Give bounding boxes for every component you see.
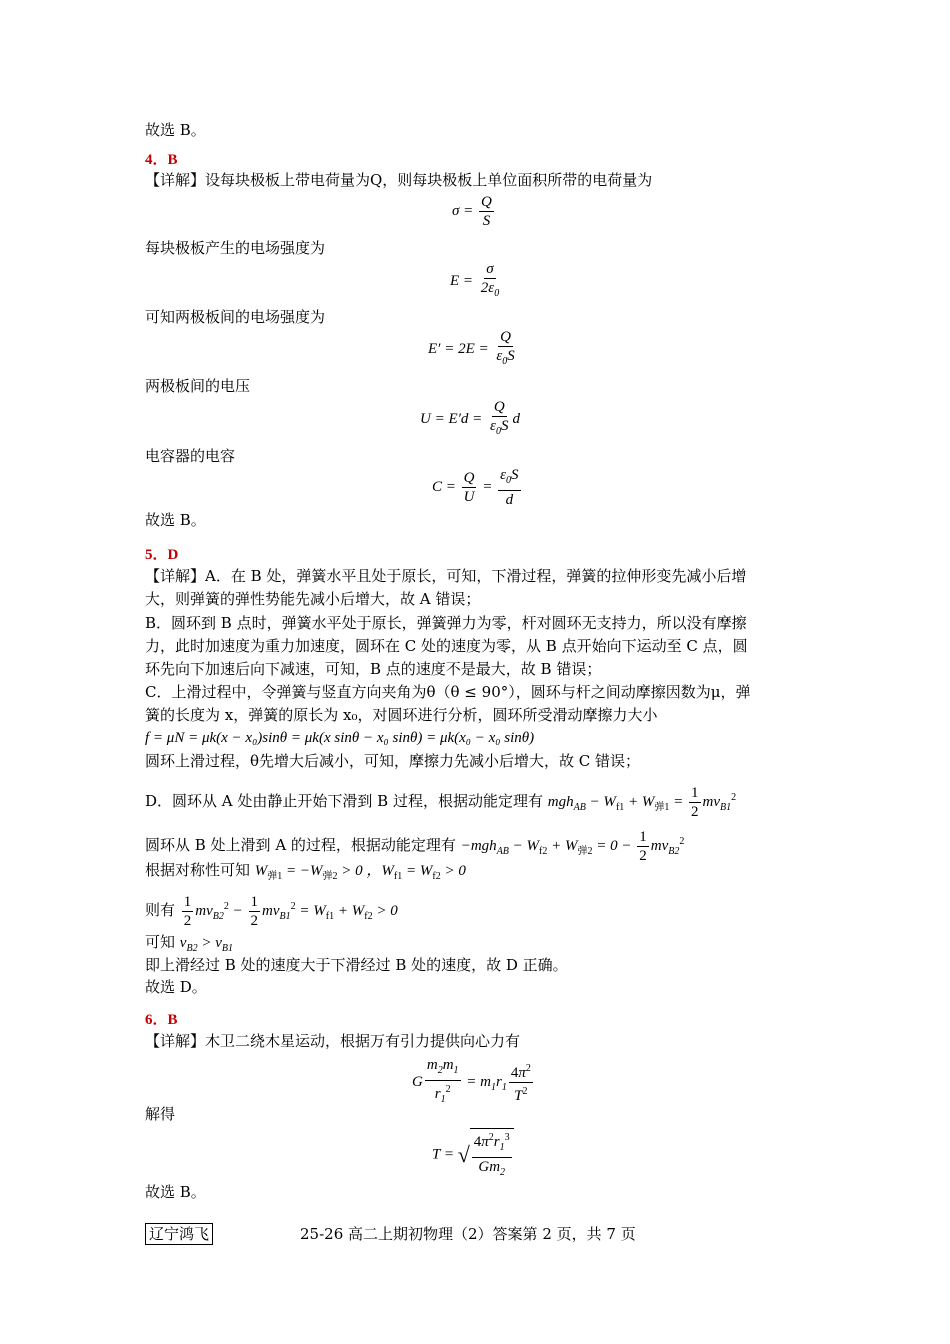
q6-conclusion: 故选 B。 (145, 1183, 206, 1201)
q5-d5-text: 可知 (145, 933, 176, 951)
q5-d3-formula: $W_{弹1} = -W_{弹2} > 0$ ，$W_{f1} = W_{f2} > 0$ (254, 863, 466, 882)
conclusion-text: 故选 B。 (145, 121, 206, 139)
answer-4-heading: 4．B (145, 152, 178, 168)
q5-d2-text: 圆环从 B 处上滑到 A 的过程，根据动能定理有 (145, 835, 456, 854)
q5-option-d-line1 (145, 784, 736, 821)
q5-d4-text: 则有 (145, 900, 176, 919)
q5-d4-formula: $\frac{1}{2}$ $mv_{B2}^2$ − $\frac{1}{2}$ $mv_{B1}^2 = W_{f1} + W_{f2} > 0$ (183, 894, 398, 929)
answer-5-heading: 5．D (145, 547, 179, 563)
q4-formula-e: E = $\frac{\sigma}{2\varepsilon_0}$ (450, 261, 500, 299)
q4-explanation: 【详解】设每块极板上带电荷量为Q，则每块极板上单位面积所带的电荷量为 (145, 171, 653, 189)
q5-option-c-line4: 圆环上滑过程，θ先增大后减小，可知，摩擦力先减小后增大，故 C 错误； (145, 752, 641, 770)
q5-option-c-line1: C．上滑过程中，令弹簧与竖直方向夹角为θ（θ ≤ 90°），圆环与杆之间动摩擦因数为μ，弹 (145, 683, 751, 701)
q5-option-b-line2: 力，此时加速度为重力加速度，圆环在 C 处的速度为零，从 B 点开始向下运动至 C 点，圆 (145, 637, 748, 655)
q5-option-a-line2: 大，则弹簧的弹性势能先减小后增大，故 A 错误； (145, 590, 481, 608)
q4-formula-u: U = E′d = $\frac{Q}{\varepsilon_0S}$ d (420, 399, 520, 437)
q5-d3-text: 根据对称性可知 (145, 861, 251, 879)
q5-conclusion: 故选 D。 (145, 978, 207, 996)
q4-formula-c: C = $\frac{Q}{U}$ = $\frac{\varepsilon_0S}{d}$ (432, 467, 519, 508)
q4-formula-e-prime: E′ = 2E = $\frac{Q}{\varepsilon_0S}$ (428, 329, 515, 367)
q6-formula-period: T = √ $\frac{4\pi^2r_1^3}{Gm_2}$ (432, 1128, 514, 1182)
q5-d1-text: D．圆环从 A 处由静止开始下滑到 B 过程，根据动能定理有 (145, 791, 543, 810)
q4-text-capacitance: 电容器的电容 (145, 447, 236, 465)
q4-text-between: 可知两极板间的电场强度为 (145, 308, 326, 326)
q5-option-d-line3 (145, 860, 466, 887)
q6-text-solve: 解得 (145, 1105, 176, 1123)
q5-option-a-line1: 【详解】A．在 B 处，弹簧水平且处于原长，可知，下滑过程，弹簧的拉伸形变先减小后增 (145, 567, 747, 585)
q5-d1-formula: $mgh_{AB} - W_{f1} + W_{弹1}$ = $\frac{1}{2}$ $mv_{B1}^2$ (547, 785, 737, 820)
footer-brand-box: 辽宁鸿飞 (145, 1223, 213, 1245)
q5-option-b-line1: B．圆环到 B 点时，弹簧水平处于原长，弹簧弹力为零，杆对圆环无支持力，所以没有摩擦 (145, 614, 747, 632)
q4-text-field: 每块极板产生的电场强度为 (145, 239, 326, 257)
q5-option-b-line3: 环先向下加速后向下减速，可知，B 点的速度不是最大，故 B 错误； (145, 660, 602, 678)
footer-page-info: 25-26 高二上期初物理（2）答案第 2 页，共 7 页 (300, 1225, 636, 1243)
q4-text-voltage: 两极板间的电压 (145, 377, 251, 395)
q5-option-d-line4 (145, 893, 398, 930)
q5-option-c-line2: 簧的长度为 x，弹簧的原长为 x₀，对圆环进行分析，圆环所受滑动摩擦力大小 (145, 706, 658, 724)
answer-6-heading: 6．B (145, 1012, 178, 1028)
q5-d2-formula: $-mgh_{AB} - W_{f2} + W_{弹2} = 0$ − $\frac{1}{2}$ $mv_{B2}^2$ (460, 829, 685, 864)
q5-d5-formula: $v_{B2} > v_{B1}$ (179, 935, 233, 954)
q4-conclusion: 故选 B。 (145, 511, 206, 529)
q4-formula-sigma: σ = $\frac{Q}{S}$ (452, 194, 492, 229)
q6-explanation: 【详解】木卫二绕木星运动，根据万有引力提供向心力有 (145, 1032, 521, 1050)
q5-friction-formula: f = μN = μk(x − x₀)sinθ = μk(x sinθ − x₀ sinθ) = μk(x₀ − x₀ sinθ) (145, 730, 535, 746)
q6-formula-gravitation: G $\frac{m_2m_1}{r_1^2}$ = $m_1r_1$ $\frac{4\pi^2}{T^2}$ (412, 1057, 531, 1105)
q5-option-d-line6: 即上滑经过 B 处的速度大于下滑经过 B 处的速度，故 D 正确。 (145, 956, 568, 974)
